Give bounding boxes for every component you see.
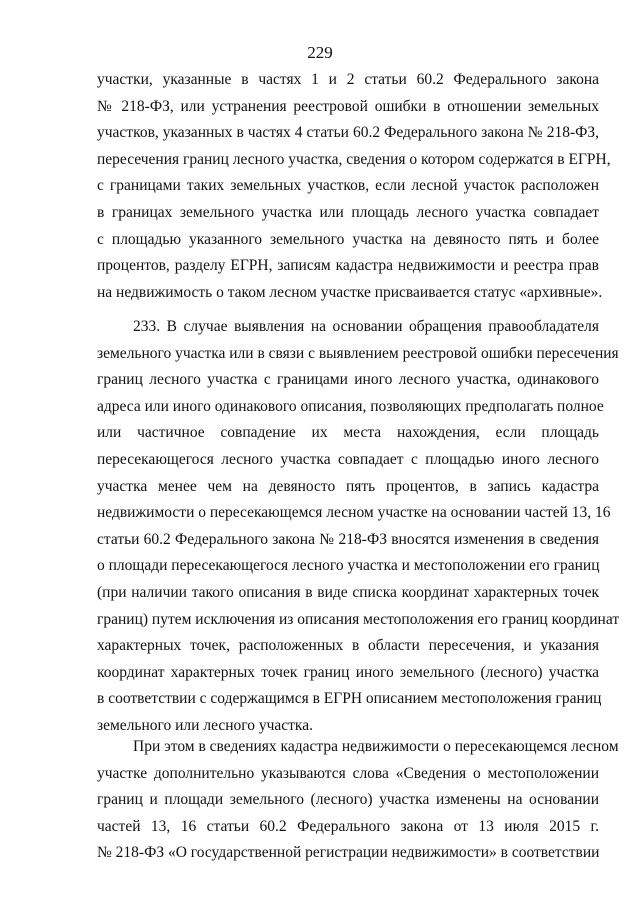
text-line: в соответствии с содержащимся в ЕГРН описанием местоположения границ: [97, 690, 602, 708]
text-line: или частичное совпадение их места нахождения, если площадь: [97, 424, 599, 442]
text-line: адреса или иного одинакового описания, позволяющих предполагать полное: [97, 397, 604, 415]
text-line: (при наличии такого описания в виде списка координат характерных точек: [97, 583, 599, 601]
text-line: № 218-ФЗ, или устранения реестровой ошибки в отношении земельных: [97, 97, 599, 115]
text-line: статьи 60.2 Федерального закона № 218-ФЗ вносятся изменения в сведения: [97, 530, 599, 548]
text-line: границ и площади земельного (лесного) участка изменены на основании: [97, 791, 599, 809]
text-line: участка менее чем на девяносто пять процентов, в запись кадастра: [97, 477, 599, 495]
text-line: координат характерных точек границ иного земельного (лесного) участка: [97, 663, 599, 681]
text-line: частей 13, 16 статьи 60.2 Федерального закона от 13 июля 2015 г.: [97, 817, 599, 835]
text-line: участке дополнительно указываются слова «Сведения о местоположении: [97, 764, 599, 782]
text-line: границ лесного участка с границами иного лесного участка, одинакового: [97, 371, 599, 389]
paragraph-3: [97, 734, 619, 867]
text-line: земельного или лесного участка.: [97, 716, 313, 734]
text-line: земельного участка или в связи с выявлением реестровой ошибки пересечения: [97, 344, 619, 362]
text-line: на недвижимость о таком лесном участке присваивается статус «архивные».: [97, 283, 603, 301]
text-line: о площади пересекающегося лесного участка и местоположении его границ: [97, 557, 600, 575]
text-line: 233. В случае выявления на основании обращения правообладателя: [133, 318, 599, 335]
paragraph-233: [97, 314, 620, 740]
page-number: 229: [307, 43, 333, 62]
text-line: участков, указанных в частях 4 статьи 60.2 Федерального закона № 218-ФЗ,: [97, 124, 599, 142]
text-line: границ) путем исключения из описания местоположения его границ координат: [97, 610, 620, 628]
text-line: недвижимости о пересекающемся лесном участке на основании частей 13, 16: [97, 504, 611, 522]
text-line: с площадью указанного земельного участка на девяносто пять и более: [97, 230, 599, 248]
text-line: в границах земельного участка или площадь лесного участка совпадает: [97, 203, 599, 221]
text-line: № 218-ФЗ «О государственной регистрации недвижимости» в соответствии: [97, 844, 600, 862]
text-line: с границами таких земельных участков, если лесной участок расположен: [97, 177, 599, 195]
text-line: процентов, разделу ЕГРН, записям кадастра недвижимости и реестра прав: [97, 257, 599, 275]
text-line: пересекающегося лесного участка совпадает с площадью иного лесного: [97, 450, 599, 468]
text-line: При этом в сведениях кадастра недвижимости о пересекающемся лесном: [133, 738, 619, 755]
text-line: характерных точек, расположенных в области пересечения, и указания: [97, 637, 599, 655]
text-line: пересечения границ лесного участка, сведения о котором содержатся в ЕГРН,: [97, 150, 611, 168]
paragraph-1: [97, 67, 611, 306]
text-line: участки, указанные в частях 1 и 2 статьи 60.2 Федерального закона: [97, 71, 599, 88]
